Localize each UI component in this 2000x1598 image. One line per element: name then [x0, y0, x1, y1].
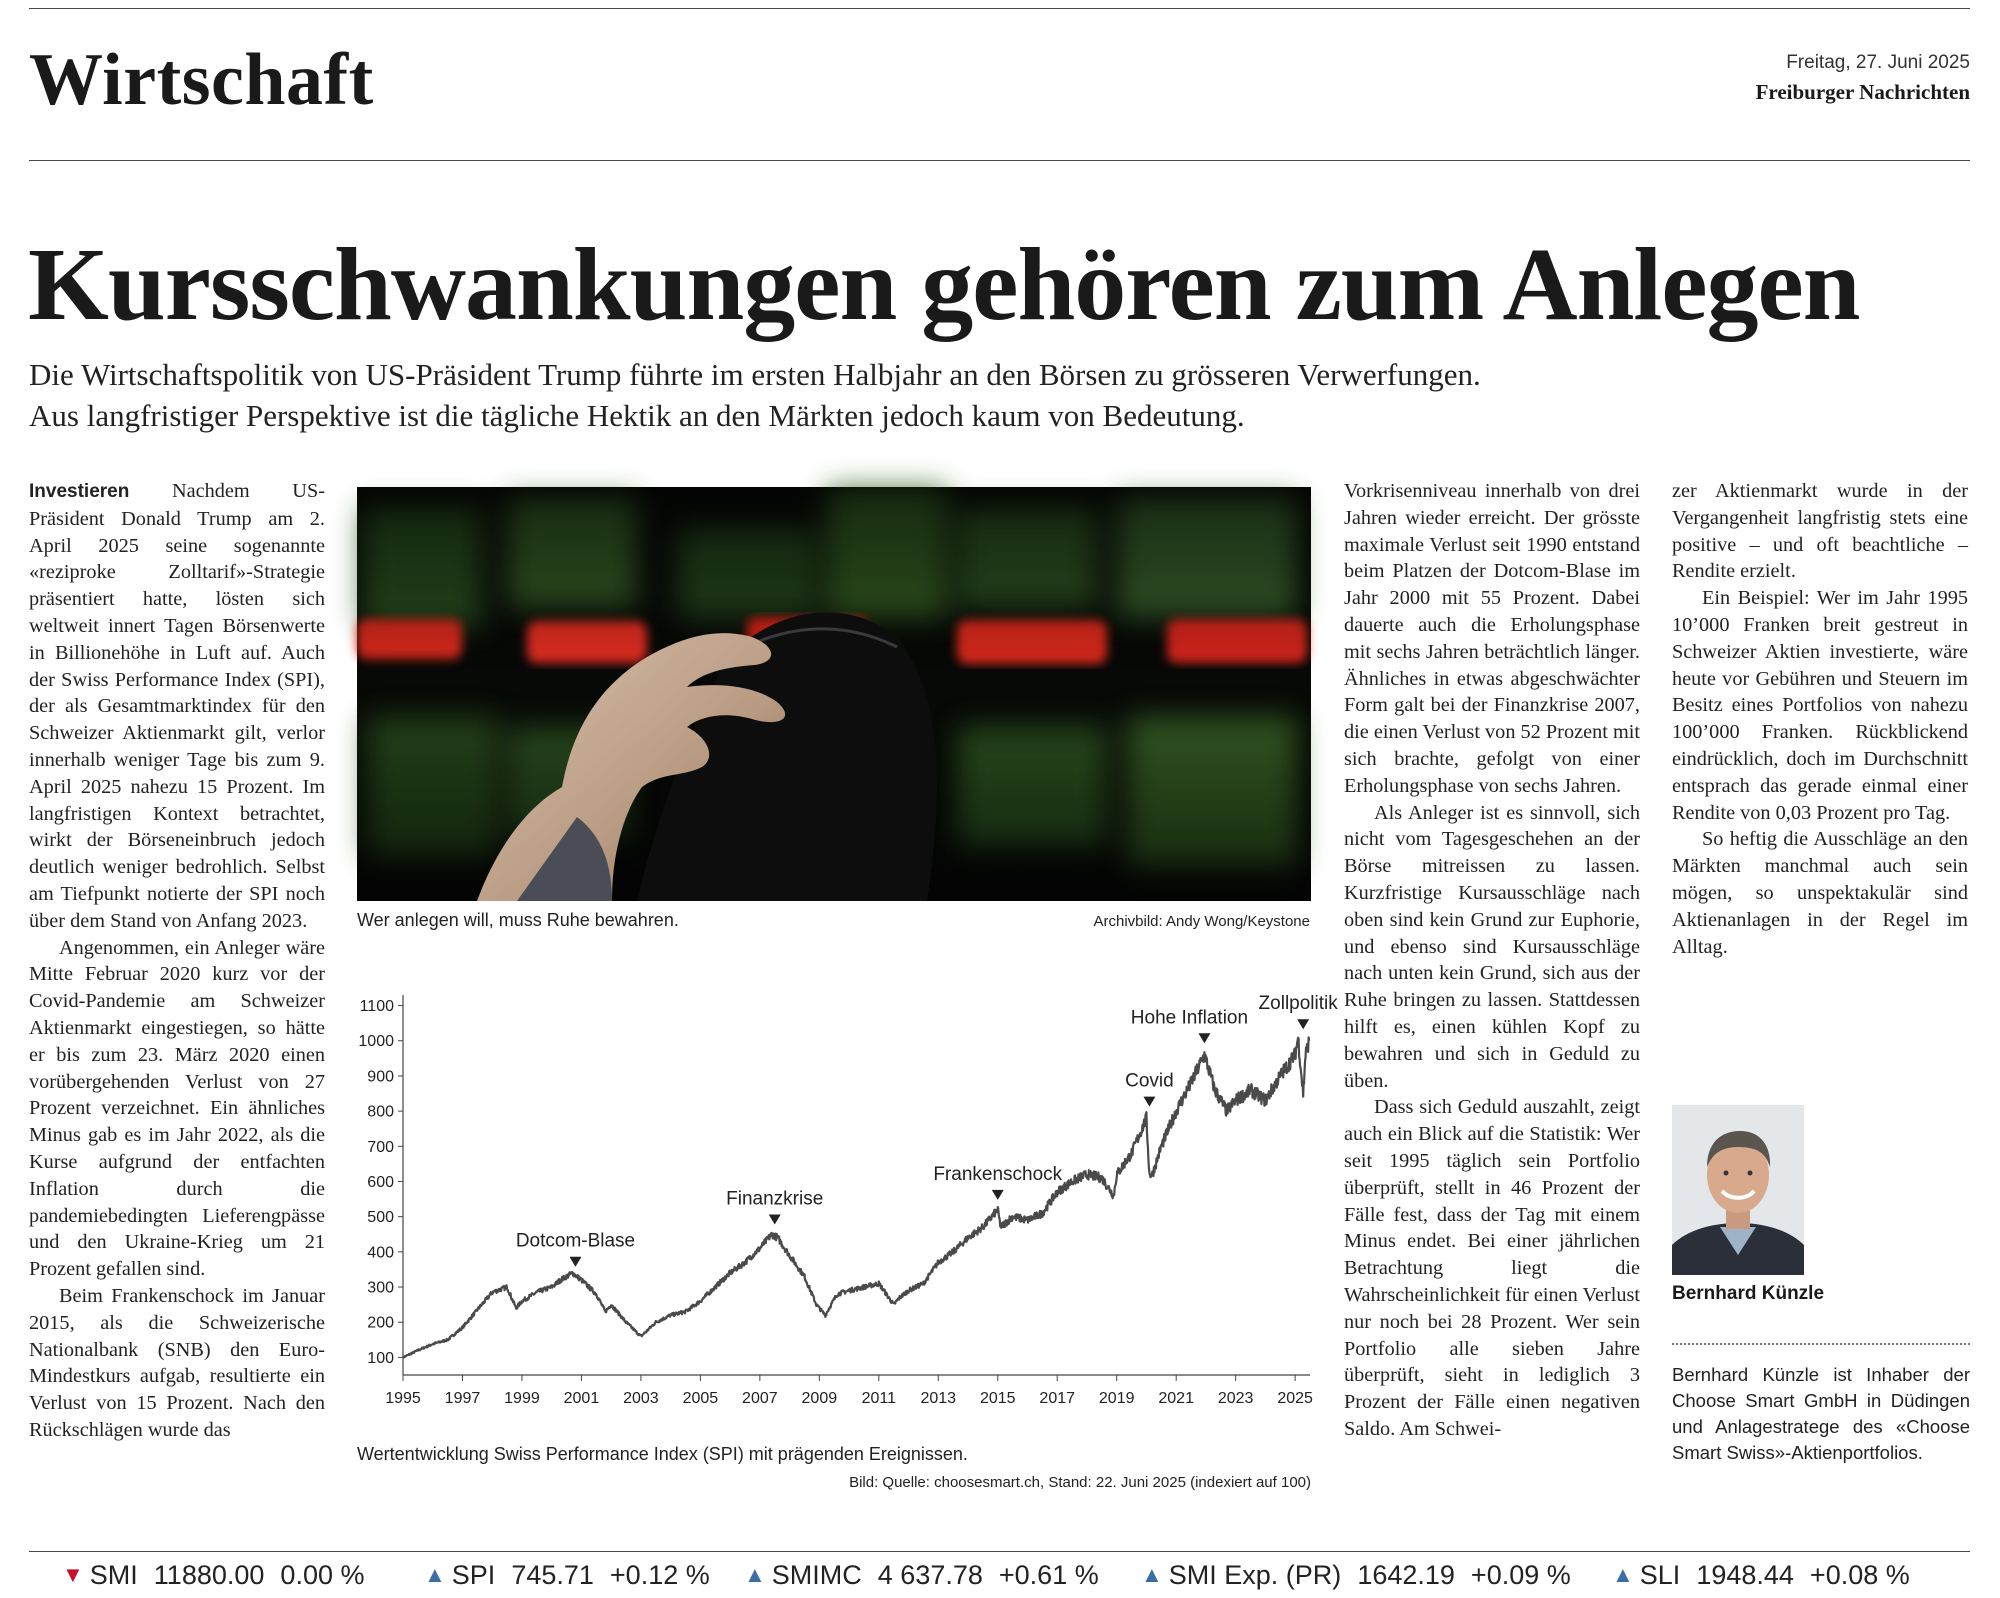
- annotation-layer: [516, 993, 1338, 1266]
- ticker-change: +0.61 %: [998, 1560, 1099, 1590]
- headline: Kursschwankungen gehören zum Anlegen: [28, 227, 1860, 342]
- paragraph: So heftig die Ausschläge an den Märkten manchmal auch sein mögen, so unspektakulär sind Aktienanlagen in der Regel im Alltag.: [1672, 828, 1968, 958]
- x-tick-label: 1995: [385, 1390, 421, 1407]
- top-rule: [29, 8, 1970, 9]
- ticker-rule: [29, 1551, 1970, 1552]
- paragraph: zer Aktienmarkt wurde in der Vergangenheit langfristig stets eine positive – und oft beachtliche – Rendite erzielt.: [1672, 480, 1968, 583]
- newspaper-name: Freiburger Nachrichten: [1755, 80, 1970, 104]
- x-tick-label: 2009: [801, 1390, 838, 1407]
- ticker-value: 1642.19: [1357, 1560, 1455, 1590]
- lead-line-2: Aus langfristiger Perspektive ist die tägliche Hektik an den Märkten jedoch kaum von Bedeutung.: [29, 398, 1245, 433]
- paragraph: Angenommen, ein Anleger wäre Mitte Februar 2020 kurz vor der Covid-Pandemie am Schweizer Aktienmarkt eingestiegen, so hätte er bis zum 23. März 2020 einen vorübergehenden Verlust von 27 Prozent verzeichnet. Ein ähnliches Minus gab es im Jahr 2022, als die Kurse aufgrund der entfachten Inflation durch die pandemiebedingten Lieferengpässe und den Ukraine-Krieg um 21 Prozent gefallen sind.: [29, 936, 325, 1281]
- ticker-value: 4 637.78: [877, 1560, 983, 1590]
- event-marker: [769, 1215, 781, 1225]
- ticker-item-smi: [62, 1560, 364, 1591]
- ticker-change: 0.00 %: [280, 1560, 365, 1590]
- x-tick-label: 2019: [1098, 1390, 1135, 1407]
- ticker-value: 1948.44: [1696, 1560, 1794, 1590]
- x-tick-label: 2011: [861, 1390, 897, 1407]
- chart-credit: Bild: Quelle: choosesmart.ch, Stand: 22. Juni 2025 (indexiert auf 100): [849, 1474, 1311, 1491]
- x-tick-label: 1997: [444, 1390, 481, 1407]
- photo-image: [357, 487, 1311, 901]
- up-triangle-icon: ▲: [424, 1562, 446, 1587]
- ticker-item-smimc: [744, 1560, 1099, 1591]
- y-tick-label: 300: [367, 1279, 394, 1297]
- x-tick-label: 2015: [979, 1390, 1016, 1407]
- y-axis: [358, 995, 403, 1375]
- header-rule: [29, 160, 1970, 161]
- event-marker: [1198, 1033, 1210, 1043]
- y-tick-label: 600: [367, 1173, 394, 1191]
- kicker: Investieren: [29, 481, 130, 502]
- paragraph: Beim Frankenschock im Januar 2015, als die Schweizerische Nationalbank (SNB) den Euro-Mindestkurs aufgab, resultierte ein Verlust von 15 Prozent. Nach den Rückschlägen wurde das: [29, 1284, 325, 1441]
- article-column-4: [1672, 478, 1968, 960]
- ticker-name: SMI Exp. (PR): [1168, 1560, 1342, 1590]
- paragraph-text: Nachdem US-Präsident Donald Trump am 2. April 2025 seine sogenannte «reziproke Zolltarif»-Strategie präsentiert hatte, lösten sich weltweit innert Tagen Börsenwerte in Billionehöhe in Luft auf. Auch der Swiss Performance Index (SPI), der als Gesamtmarktindex für den Schweizer Aktienmarkt gilt, verlor innerhalb weniger Tage bis zum 9. April 2025 nahezu 15 Prozent. Im langfristigen Kontext betrachtet, wirkt der Börseneinbruch jedoch deutlich weniger bedrohlich. Selbst am Tiefpunkt notierte der SPI noch über dem Stand von Anfang 2023.: [29, 480, 325, 932]
- x-tick-label: 2003: [623, 1390, 659, 1407]
- author-portrait-image: [1672, 1105, 1804, 1275]
- ticker-value: 745.71: [511, 1560, 594, 1590]
- lead-line-1: Die Wirtschaftspolitik von US-Präsident Trump führte im ersten Halbjahr an den Börsen zu grösseren Verwerfungen.: [29, 357, 1481, 392]
- x-tick-label: 2017: [1039, 1390, 1076, 1407]
- paragraph: [29, 478, 325, 935]
- x-tick-label: 2005: [682, 1390, 719, 1407]
- issue-date: Freitag, 27. Juni 2025: [1786, 52, 1970, 73]
- ticker-name: SLI: [1639, 1560, 1681, 1590]
- event-marker: [992, 1190, 1004, 1200]
- ticker-change: +0.08 %: [1809, 1560, 1910, 1590]
- up-triangle-icon: ▲: [744, 1562, 766, 1587]
- event-marker: [1143, 1097, 1155, 1107]
- y-tick-label: 500: [367, 1209, 394, 1227]
- event-label: Dotcom-Blase: [515, 1230, 636, 1252]
- event-label: Covid: [1125, 1070, 1174, 1092]
- ticker-change: +0.12 %: [609, 1560, 710, 1590]
- up-triangle-icon: ▲: [1612, 1562, 1634, 1587]
- author-bio: Bernhard Künzle ist Inhaber der Choose Smart GmbH in Düdingen und Anlagestratege des «Choose Smart Swiss»-Aktienportfolios.: [1672, 1364, 1970, 1463]
- article-column-1: [29, 478, 325, 1444]
- photo-caption: Wer anlegen will, muss Ruhe bewahren.: [357, 910, 679, 930]
- photo-credit: Archivbild: Andy Wong/Keystone: [1093, 913, 1310, 930]
- x-axis: [385, 1375, 1313, 1407]
- ticker-name: SMIMC: [771, 1560, 862, 1590]
- y-tick-label: 800: [367, 1103, 394, 1121]
- y-tick-label: 200: [367, 1314, 394, 1332]
- x-tick-label: 1999: [504, 1390, 540, 1407]
- up-triangle-icon: ▲: [1141, 1562, 1163, 1587]
- ticker-item-sli: [1612, 1560, 1910, 1591]
- ticker-change: +0.09 %: [1470, 1560, 1571, 1590]
- spi-chart: [340, 975, 1338, 1445]
- paragraph: Vorkrisenniveau innerhalb von drei Jahren wieder erreicht. Der grösste maximale Verlust seit 1990 entstand beim Platzen der Dotcom-Blase im Jahr 2000 mit 55 Prozent. Dabei dauerte auch die Erholungsphase mit sechs Jahren beträchtlich länger. Ähnliches in etwas abgeschwächter Form galt bei der Finanzkrise 2007, die einen Verlust von 52 Prozent mit sich brachte, gefolgt von einer Erholungsphase von sechs Jahren.: [1344, 480, 1640, 797]
- article-photo: [357, 487, 1311, 901]
- author-name: Bernhard Künzle: [1672, 1283, 1825, 1304]
- ticker-name: SMI: [89, 1560, 138, 1590]
- ticker-item-smi-exp: [1141, 1560, 1571, 1591]
- y-tick-label: 700: [367, 1138, 394, 1156]
- x-tick-label: 2001: [563, 1390, 600, 1407]
- market-ticker: [29, 1556, 1970, 1596]
- x-tick-label: 2021: [1158, 1390, 1194, 1407]
- paragraph: Als Anleger ist es sinnvoll, sich nicht vom Tagesgeschehen an der Börse mitreissen zu lassen. Kurzfristige Kursausschläge nach oben sind kein Grund zur Euphorie, und ebenso sind Kursausschläge nach unten kein Grund, sich aus der Ruhe bringen zu lassen. Stattdessen hilft es, einen kühlen Kopf zu bewahren und sich in Geduld zu üben.: [1344, 801, 1640, 1092]
- y-tick-label: 1000: [358, 1033, 394, 1051]
- y-tick-label: 400: [367, 1244, 394, 1262]
- x-tick-label: 2007: [742, 1390, 778, 1407]
- x-tick-label: 2025: [1277, 1390, 1313, 1407]
- ticker-value: 11880.00: [153, 1560, 265, 1590]
- article-column-3: [1344, 478, 1640, 1443]
- ticker-name: SPI: [451, 1560, 496, 1590]
- y-tick-label: 900: [367, 1068, 394, 1086]
- y-tick-label: 1100: [359, 998, 394, 1016]
- event-marker: [569, 1257, 581, 1267]
- event-marker: [1297, 1019, 1309, 1029]
- y-tick-label: 100: [367, 1349, 394, 1367]
- event-label: Frankenschock: [933, 1163, 1063, 1185]
- x-tick-label: 2023: [1217, 1390, 1254, 1407]
- event-label: Hohe Inflation: [1130, 1007, 1249, 1029]
- author-divider: [1672, 1343, 1970, 1345]
- event-label: Zollpolitik: [1258, 993, 1338, 1015]
- event-label: Finanzkrise: [726, 1188, 824, 1210]
- paragraph: Ein Beispiel: Wer im Jahr 1995 10’000 Franken breit gestreut in Schweizer Aktien investierte, wäre heute vor Gebühren und Steuern im Besitz eines Portfolios von nahezu 100’000 Franken. Rückblickend eindrücklich, doch im Durchschnitt entsprach das gerade einmal einer Rendite von 0,03 Prozent pro Tag.: [1672, 587, 1968, 824]
- x-tick-label: 2013: [920, 1390, 957, 1407]
- down-triangle-icon: ▼: [62, 1562, 84, 1587]
- paragraph: Dass sich Geduld auszahlt, zeigt auch ein Blick auf die Statistik: Wer seit 1995 täglich sein Portfolio überprüft, stellt in 46 Prozent der Fälle fest, dass der Tag mit einem Minus endet. Bei einer jährlichen Betrachtung liegt die Wahrscheinlichkeit für einen Verlust nur noch bei 28 Prozent. Wer sein Portfolio alle sieben Jahre überprüft, sieht in lediglich 3 Prozent der Fälle einen negativen Saldo. Am Schwei-: [1344, 1096, 1640, 1440]
- chart-caption: Wertentwicklung Swiss Performance Index (SPI) mit prägenden Ereignissen.: [357, 1444, 968, 1464]
- ticker-item-spi: [424, 1560, 710, 1591]
- section-title: Wirtschaft: [29, 39, 374, 121]
- author-portrait: [1672, 1105, 1804, 1275]
